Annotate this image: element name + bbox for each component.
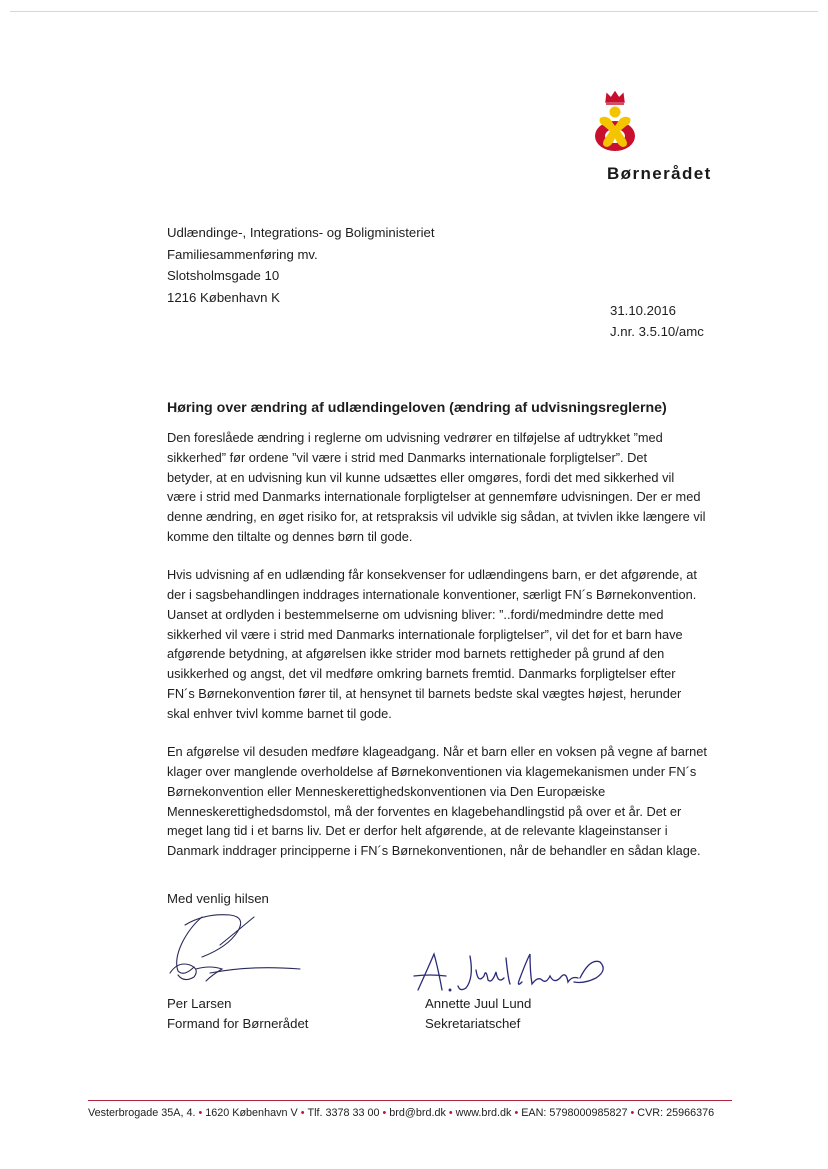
text-line: være i strid med Danmarks internationale forpligtelser at gennemføre udvisningen. Der er med: [167, 489, 701, 505]
text-line: der i sagsbehandlingen inddrages internationale konventioner, særligt FN´s Børnekonvention.: [167, 587, 697, 603]
letter-body: [167, 428, 747, 879]
signer-title: Formand for Børnerådet: [167, 1016, 309, 1031]
text-line: Børnekonvention eller Menneskerettighedskonventionen via Den Europæiske: [167, 783, 606, 799]
signer-title: Sekretariatschef: [425, 1016, 521, 1031]
text-line: Hvis udvisning af en udlænding får konsekvenser for udlændingens barn, er det afgørende, at: [167, 567, 697, 583]
letter-meta: [610, 300, 704, 342]
text-line: Danmark inddrager principperne i FN´s Børnekonventionen, når de behandler en sådan klage.: [167, 843, 701, 859]
recipient-address: [167, 222, 435, 308]
text-line: sikkerhed” før ordene ”vil være i strid med Danmarks internationale forpligtelser”. Det: [167, 449, 648, 465]
address-line: 1216 København K: [167, 289, 280, 305]
address-line: Udlændinge-, Integrations- og Boligministeriet: [167, 225, 435, 240]
journal-number: J.nr. 3.5.10/amc: [610, 324, 704, 339]
signer-name: Per Larsen: [167, 996, 232, 1011]
text-line: Den foreslåede ændring i reglerne om udvisning vedrører en tilføjelse af udtrykket ”med: [167, 430, 663, 445]
text-line: komme den tiltalte og dennes børn til gode.: [167, 528, 413, 544]
text-line: FN´s Børnekonvention fører til, at hensynet til barnets bedste skal vægtes højest, herunder: [167, 686, 682, 702]
address-line: Familiesammenføring mv.: [167, 246, 318, 262]
text-line: denne ændring, en øget risiko for, at retspraksis vil udvikle sig sådan, at tvivlen ikke længere vil: [167, 509, 706, 525]
text-line: Uanset at ordlyden i bestemmelserne om udvisning bliver: ”..fordi/medmindre dette med: [167, 606, 664, 622]
footer-phone: Tlf. 3378 33 00: [307, 1107, 380, 1119]
body-paragraph: [167, 428, 747, 547]
letter-heading: Høring over ændring af udlændingeloven (ændring af udvisningsreglerne): [167, 400, 667, 416]
text-line: betyder, at en udvisning kun vil kunne udsættes eller omgøres, fordi det med sikkerhed vil: [167, 469, 675, 485]
scan-edge-line: [10, 11, 818, 12]
bullet-icon: •: [514, 1107, 519, 1119]
footer-cvr: CVR: 25966376: [637, 1107, 715, 1119]
footer-email[interactable]: brd@brd.dk: [389, 1107, 446, 1119]
footer-city: 1620 København V: [205, 1107, 298, 1119]
text-line: En afgørelse vil desuden medføre klageadgang. Når et barn eller en voksen på vegne af barnet: [167, 744, 707, 760]
text-line: sikkerhed vil være i strid med Danmarks internationale forpligtelser”, vil det for et barn have: [167, 626, 683, 642]
signer-name: Annette Juul Lund: [425, 996, 532, 1011]
footer-divider: [88, 1100, 732, 1101]
footer-contact: [88, 1107, 732, 1119]
signature-per-larsen: [150, 905, 315, 1000]
footer-website[interactable]: www.brd.dk: [455, 1107, 512, 1119]
boerneraadet-logo-icon: [580, 88, 650, 158]
brand-name: Børnerådet: [607, 164, 712, 183]
closing-greeting: Med venlig hilsen: [167, 891, 269, 906]
letter-date: 31.10.2016: [610, 303, 677, 318]
signer-per-larsen: [167, 994, 308, 1034]
text-line: afgørende betydning, at afgørelsen ikke strider mod barnets rettigheder på grund af den: [167, 646, 665, 662]
body-paragraph: [167, 565, 747, 723]
bullet-icon: •: [448, 1107, 453, 1119]
bullet-icon: •: [382, 1107, 387, 1119]
bullet-icon: •: [630, 1107, 635, 1119]
footer-address: Vesterbrogade 35A, 4.: [88, 1107, 196, 1119]
bullet-icon: •: [300, 1107, 305, 1119]
body-paragraph: [167, 742, 747, 861]
address-line: Slotsholmsgade 10: [167, 268, 280, 283]
signature-annette-juul-lund: [410, 948, 610, 998]
text-line: usikkerhed og angst, det vil medføre omkring barnets fremtid. Danmarks forpligtelser efter: [167, 666, 676, 682]
text-line: skal enhver tvivl komme barnet til gode.: [167, 705, 392, 721]
text-line: klager over manglende overholdelse af Børnekonventionen via klagemekanismen under FN´s: [167, 763, 697, 779]
text-line: meget lang tid i et barns liv. Det er derfor helt afgørende, at de relevante klageinstanser i: [167, 823, 668, 839]
text-line: Menneskerettighedsdomstol, må der forventes en klagebehandlingstid på over et år. Det er: [167, 803, 682, 819]
bullet-icon: •: [198, 1107, 203, 1119]
footer-ean: EAN: 5798000985827: [521, 1107, 628, 1119]
signer-annette-juul-lund: [425, 994, 531, 1034]
